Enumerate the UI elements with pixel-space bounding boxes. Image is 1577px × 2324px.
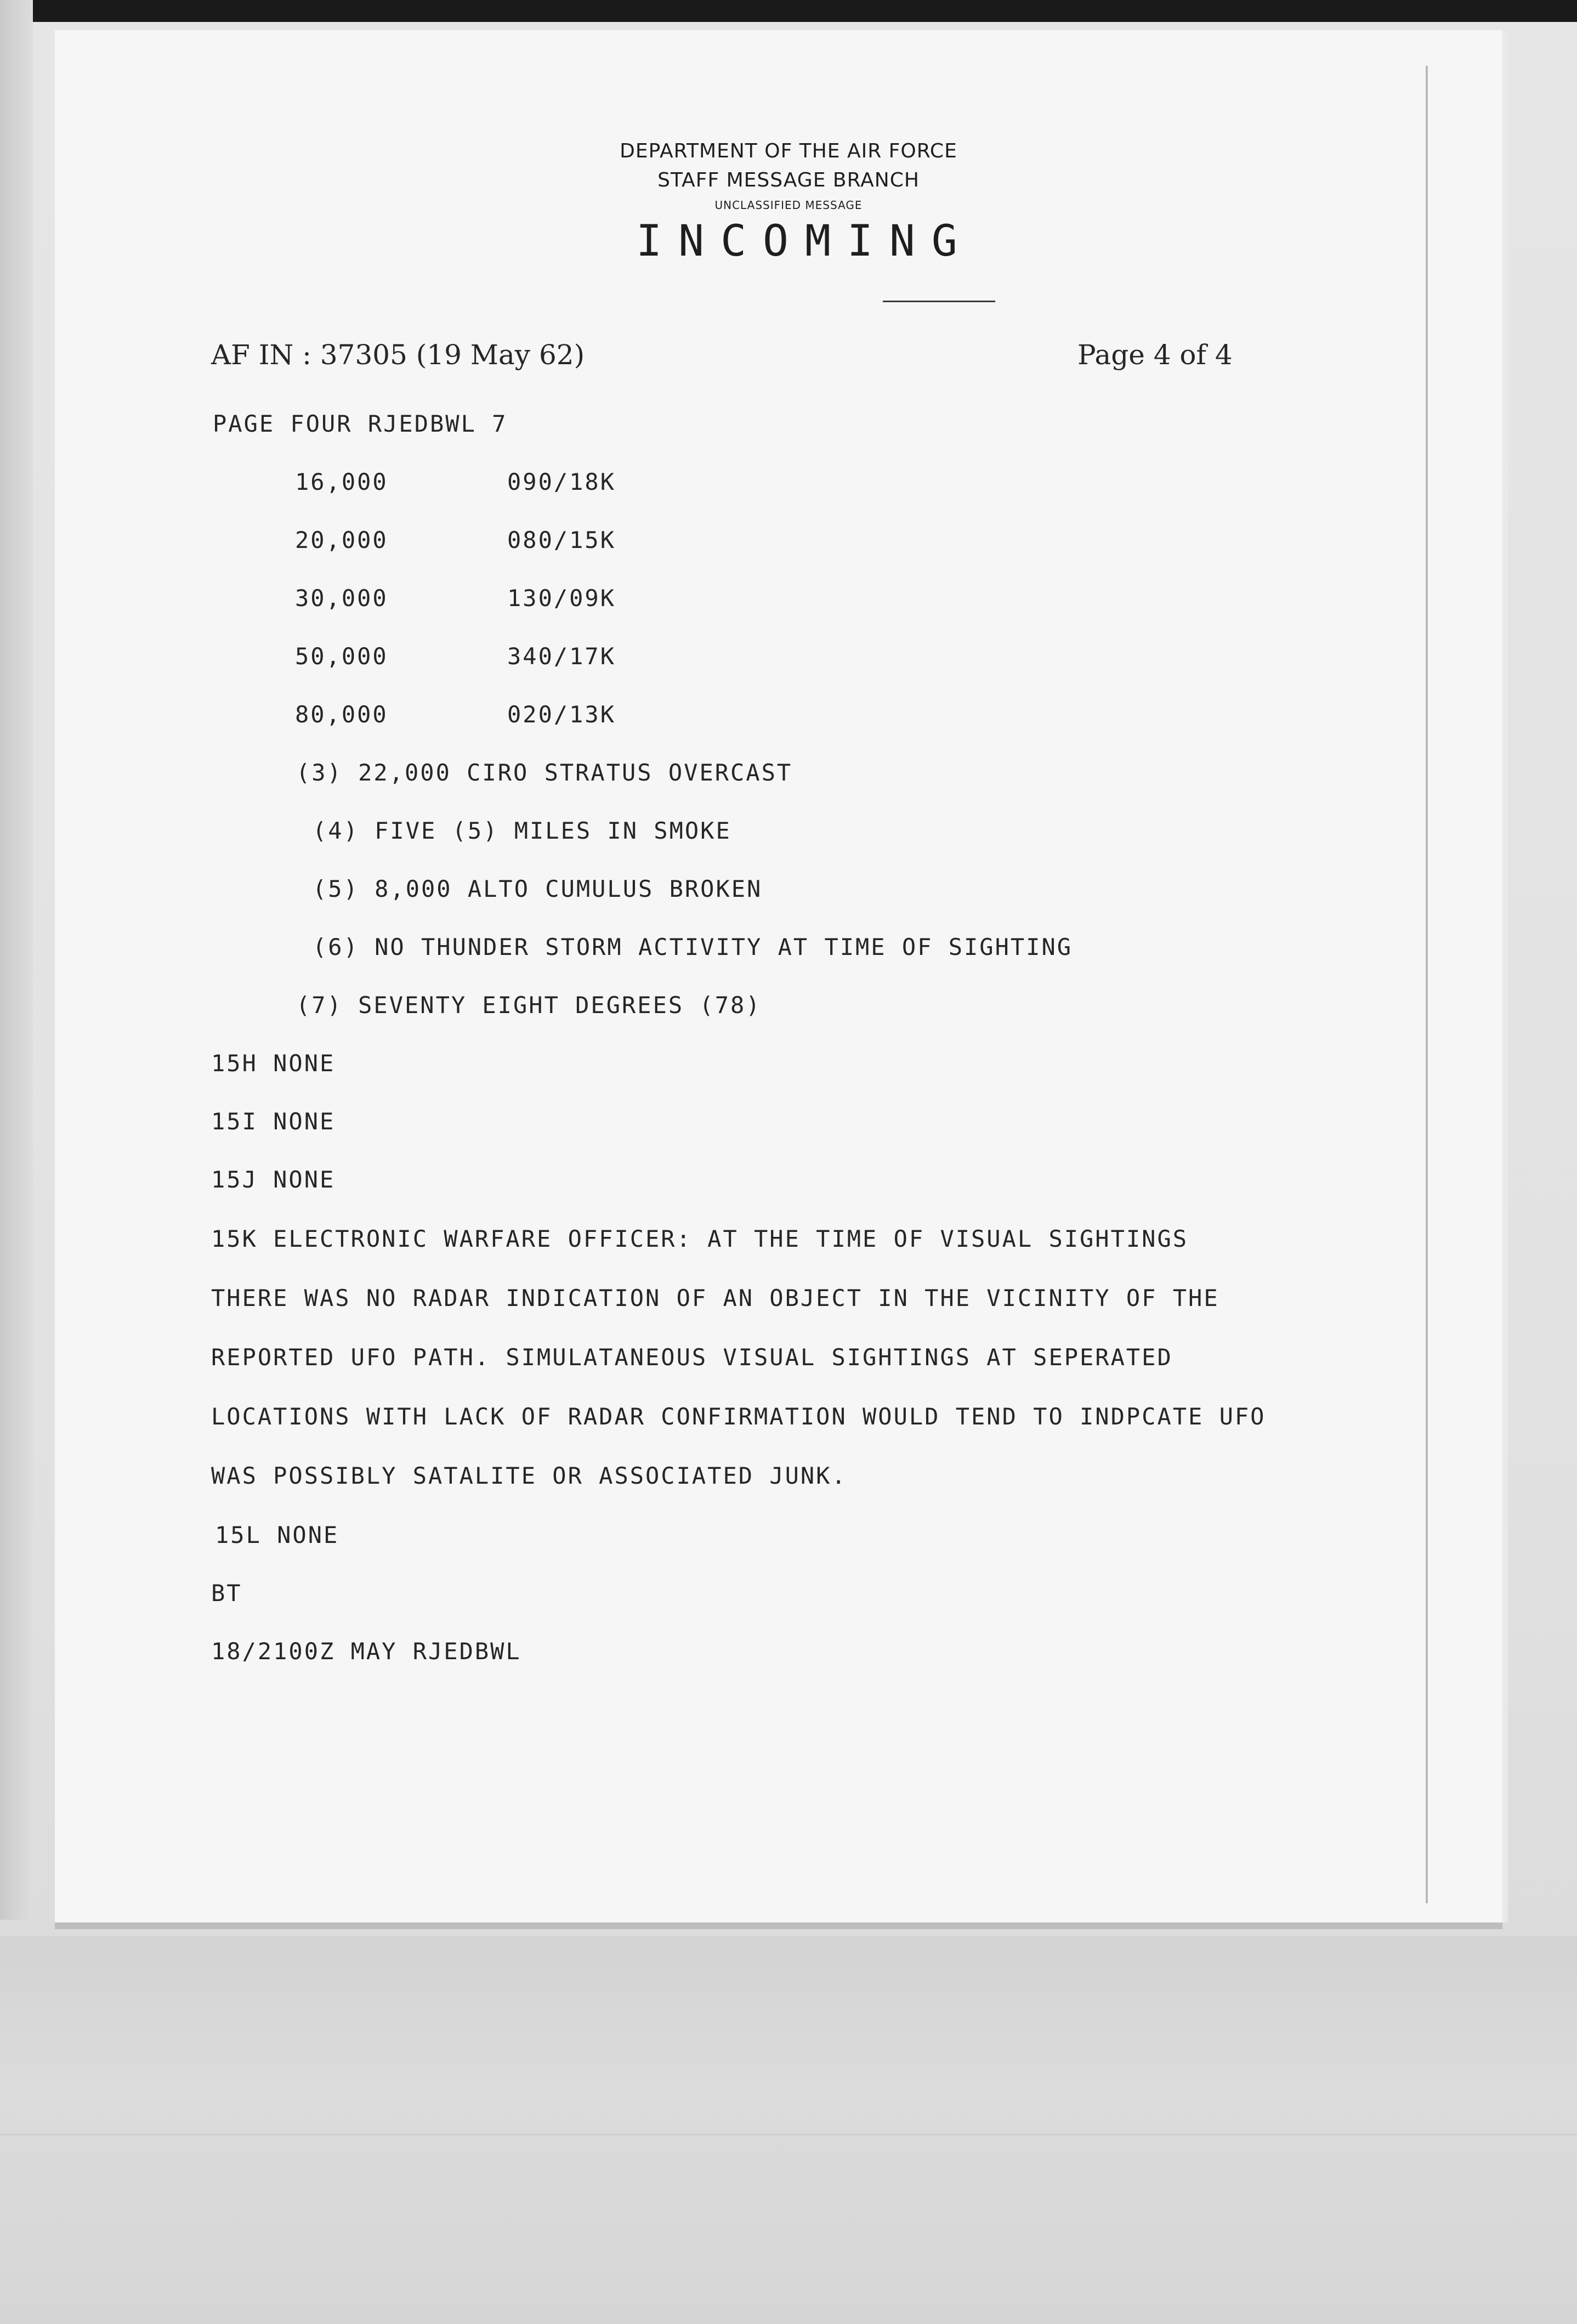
branch-heading: STAFF MESSAGE BRANCH (657, 169, 920, 191)
wind-value: 090/18K (507, 468, 616, 495)
wind-altitude: 80,000 (295, 701, 388, 728)
wind-altitude: 50,000 (295, 643, 388, 670)
weather-item: (7) SEVENTY EIGHT DEGREES (78) (296, 992, 762, 1019)
classification-label: UNCLASSIFIED MESSAGE (714, 199, 863, 212)
paragraph-15k-line: LOCATIONS WITH LACK OF RADAR CONFIRMATION WOULD TEND TO INDPCATE UFO (211, 1403, 1266, 1430)
weather-item: (5) 8,000 ALTO CUMULUS BROKEN (313, 875, 763, 902)
weather-item: (6) NO THUNDER STORM ACTIVITY AT TIME OF SIGHTING (313, 934, 1073, 960)
page-number: Page 4 of 4 (1077, 339, 1233, 371)
department-heading: DEPARTMENT OF THE AIR FORCE (620, 140, 957, 162)
paragraph-15h: 15H NONE (211, 1050, 336, 1077)
paragraph-15k-line: REPORTED UFO PATH. SIMULATANEOUS VISUAL SIGHTINGS AT SEPERATED (211, 1344, 1173, 1371)
paragraph-15k-line: WAS POSSIBLY SATALITE OR ASSOCIATED JUNK. (211, 1462, 847, 1489)
break-marker: BT (211, 1580, 242, 1607)
wind-altitude: 16,000 (295, 468, 388, 495)
paragraph-15j: 15J NONE (211, 1166, 336, 1193)
paragraph-15l: 15L NONE (215, 1522, 339, 1548)
wind-altitude: 20,000 (295, 527, 388, 553)
paragraph-15k-line: THERE WAS NO RADAR INDICATION OF AN OBJECT IN THE VICINITY OF THE (211, 1285, 1219, 1311)
paragraph-15i: 15I NONE (211, 1108, 336, 1135)
wind-value: 130/09K (507, 585, 616, 612)
weather-item: (3) 22,000 CIRO STRATUS OVERCAST (296, 759, 793, 786)
wind-value: 020/13K (507, 701, 616, 728)
scan-left-border (0, 0, 33, 1920)
header-rule (883, 301, 995, 302)
date-time-group: 18/2100Z MAY RJEDBWL (211, 1638, 521, 1665)
page-line: PAGE FOUR RJEDBWL 7 (213, 410, 508, 437)
weather-item: (4) FIVE (5) MILES IN SMOKE (313, 817, 731, 844)
wind-value: 080/15K (507, 527, 616, 553)
backing-paper (0, 1936, 1577, 2324)
scan-top-border (0, 0, 1577, 22)
paragraph-15k-line: 15K ELECTRONIC WARFARE OFFICER: AT THE TIME OF VISUAL SIGHTINGS (211, 1225, 1189, 1252)
sheet-fold-line (1426, 66, 1428, 1903)
wind-altitude: 30,000 (295, 585, 388, 612)
af-in-reference: AF IN : 37305 (19 May 62) (211, 339, 585, 371)
backing-crease (0, 2134, 1577, 2135)
wind-value: 340/17K (507, 643, 616, 670)
message-type-title: INCOMING (636, 217, 974, 266)
